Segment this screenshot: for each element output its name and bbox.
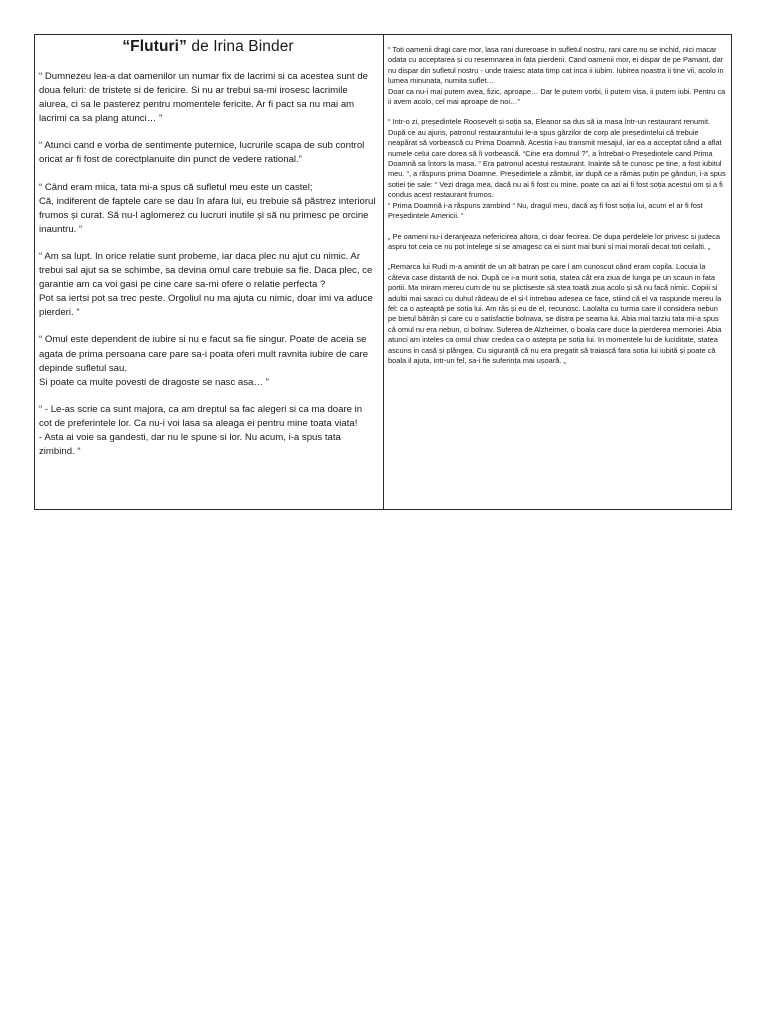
document-title <box>39 38 377 56</box>
right-paragraph: „ Pe oameni nu-i deranjeaza nefericirea altora, ci doar fecirea. De dupa perdelele lor privesc si judeca aspru tot ceia ce nu pot intelege si se amagesc ca ei sunt mai buni si mai morali decat toti ceilalti. „ <box>388 231 720 251</box>
left-column <box>35 35 384 509</box>
left-paragraph: “ - Le-as scrie ca sunt majora, ca am dreptul sa fac alegeri si ca ma doare in cot de preferintele lor. Ca nu-i voi lasa sa aleaga ei pentru mine toata viata! - Asta ai voie sa gandesti, dar nu le spune si lor. Nu acum, i-a spus tata zimbind. “ <box>39 403 363 458</box>
document-sheet <box>34 34 732 510</box>
left-paragraph: “ Am sa lupt. In orice relatie sunt probeme, iar daca plec nu ajut cu nimic. Ar trebui sal ajut sa se schimbe, sa devina omul care trebuie sa fie. Daca plec, ce garantie am ca voi gasi pe cine care sa-mi ofere o relatie perfecta ? Pot sa iertsi pot sa trec peste. Orgoliul nu ma ajuta cu nimic, doar imi va aduce pierderi. “ <box>39 250 373 319</box>
right-paragraph: “ Toti oamenii dragi care mor, lasa rani dureroase in sufletul nostru, rani care nu se inchid, nici macar odata cu acceptarea si cu resemnarea in fata pierderii. Cand oamenii mor, ei dispar de pe Pamant, dar nu dispar din sufletul nostru - unde traiesc atata timp cat inca ii iubim. Iubirea noastra ii tine vii, acolo in lumea minunata, numita suflet… Doar ca nu-i mai putem avea, fizic, aproape… Dar le putem vorbi, ii putem visa, ii putem iubi. Pentru ca ii avem acolo, cel mai aproape de noi…” <box>388 45 726 107</box>
title-rest: de Irina Binder <box>186 38 294 55</box>
left-paragraph: “ Atunci cand e vorba de sentimente puternice, lucrurile scapa de sub control oricat ar fi fost de corectplanuite din punct de vedere rational.” <box>39 140 365 166</box>
right-column <box>384 35 731 509</box>
left-paragraph: “ Omul este dependent de iubire si nu e facut sa fie singur. Poate de aceia se agata de prima persoana care pare sa-i poata oferi mult ravnita iubire de care depinde sufletul sau. Si poate ca multe povesti de dragoste se nasc asa… ” <box>39 334 369 388</box>
title-quoted: “Fluturi” <box>122 38 187 55</box>
left-paragraph: “ Când eram mica, tata mi-a spus că sufletul meu este un castel; Că, indiferent de faptele care se dau în afara lui, eu trebuie să păstrez interiorul frumos și curat. Să nu-l aglomerez cu lucruri inutile și să nu primesc pe orcine inauntru. “ <box>39 181 376 235</box>
left-paragraph: “ Dumnezeu lea-a dat oamenilor un numar fix de lacrimi si ca acestea sunt de doua feluri: de tristete si de fericire. Si nu ar trebui sa-mi irosesc lacrimile aiurea, ci sa le pasterez pentru momentele fericite. Ar fi pact sa nu mai am lacrimi ca sa plang atunci… ” <box>39 71 369 125</box>
right-paragraph: „Remarca lui Rudi m-a amintit de un alt batran pe care l am cunoscut când eram copila. Locuia la câteva case distantă de noi. După ce i-a murit sotia, statea cât era ziua de lunga pe un scaun in fata portii. Ma miram mereu cum de nu se plictiseste să stea toată ziua acolo și să nu facă nimic. Copiii si adultii mai saraci cu duhul râdeau de el și-l intrebau adesea ce face, stiind că el va raspunde mereu la fel: ca o așteaptă pe sotia lui. Am râs și eu de el, recunosc. Laolalta cu turma care il considera nebun pe bietul bătrân și care cu o satisfactie bolnava, se distra pe seama lui. Abia mai tarziu tata mi-a spus că omul nu era nebun, ci bolnav. Suferea de Alzheimer, o boala care duce la pierderea memoriei. Abia atunci am inteles ca omul chiar credea ca o astepta pe sotia lui. In momentele lui de luciditate, statea ascuns in casă și plângea. Cu siguranță că nu era pregatit să traiască fara sotia lui iubită și poate că boala il ajuta, intr-un fel, sa-i fie suferința mai ușoară. „ <box>388 262 722 365</box>
right-paragraph: “ Intr-o zi, președintele Roosevelt și soția sa, Eleanor sa dus să ia masa într-un restaurant renumit. După ce au ajuns, patronul restaurantului le-a spus gărzilor de corp ale președintelui că trebuie neapărat să vorbească cu Prima Doamnă. Acestia i-au transmit mesajul, iar ea a acceptat când a aflat numele celui care dorea să îi vorbească. “Cine era domnul ?”, a întrebat-o Președintele cand Prima Doamnă sa întors la masa. “ Era patronul acestui restaurant. Inainte să te cunosc pe tine, a fost iubitul meu. “, a răspuns prima Doamne. Președintele a zâmbit, iar după ce a rămas puțin pe gânduri, i-a spus sotiei ție sale: “ Vezi draga mea, dacă nu ai fi fost cu mine, poate ca azi ai fi fost soția acestui om și a fi condus acest restaurant frumos. “ Prima Doamnă i-a răspuns zambind “ Nu, dragul meu, dacă aș fi fost soția lui, acum el ar fi fost Președintele Americii. “ <box>388 117 726 221</box>
